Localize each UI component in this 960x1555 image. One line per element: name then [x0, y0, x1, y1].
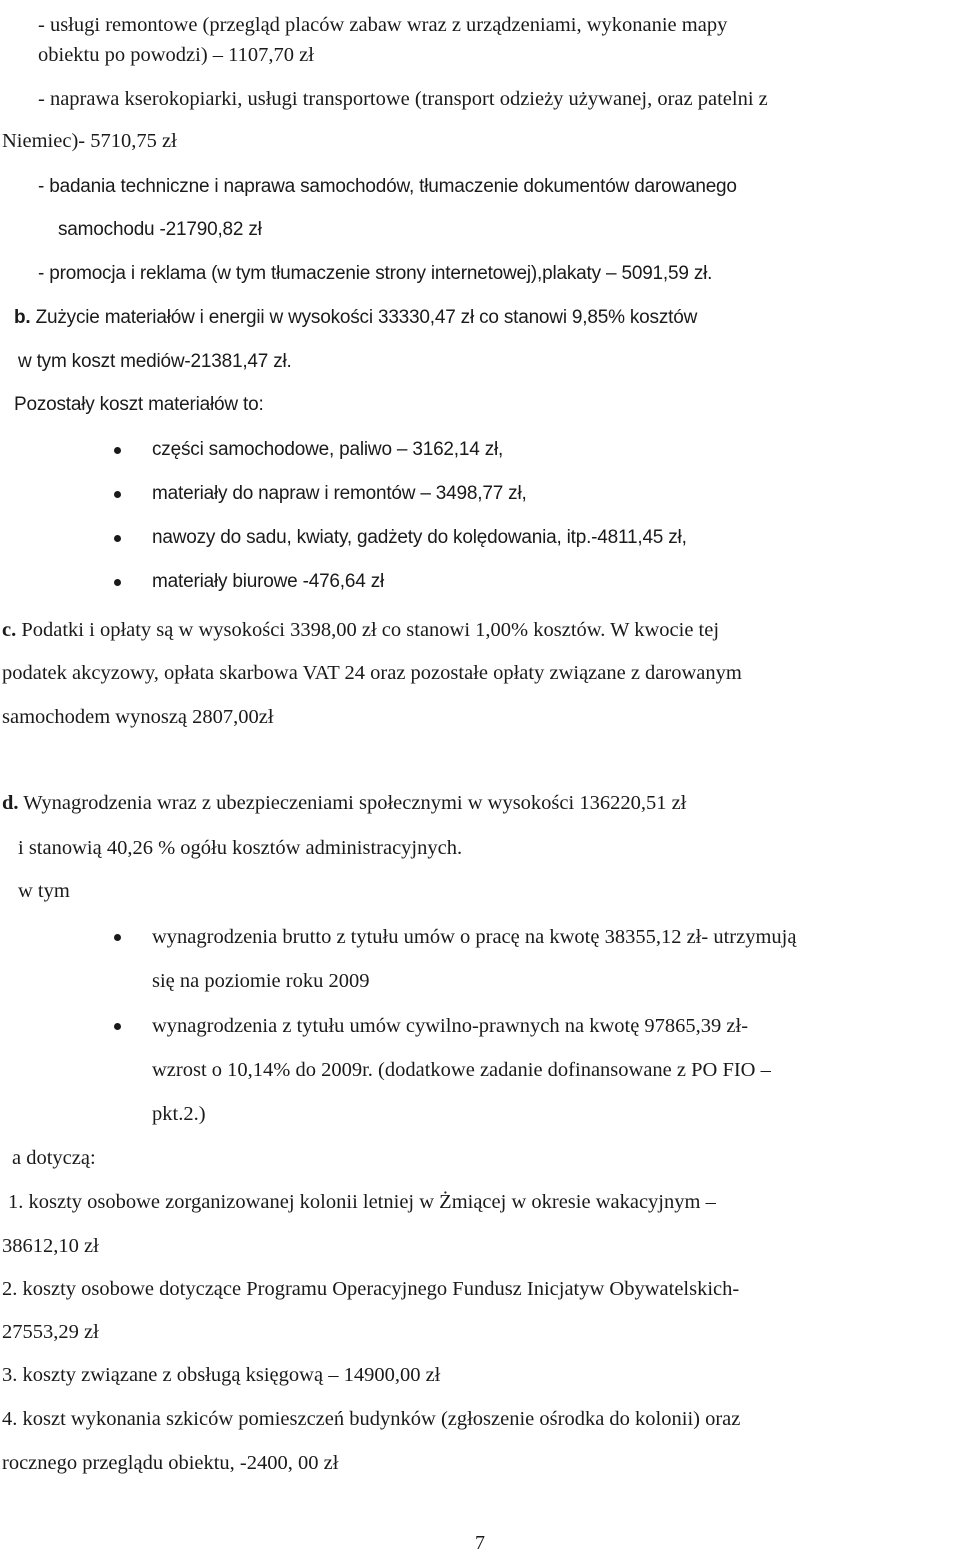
bullet-icon [114, 535, 121, 542]
text-line: podatek akcyzowy, opłata skarbowa VAT 24 oraz pozostałe opłaty związane z darowanym [2, 662, 742, 684]
numbered-item: 2. koszty osobowe dotyczące Programu Operacyjnego Fundusz Inicjatyw Obywatelskich- [2, 1278, 740, 1300]
section-marker: b. [14, 307, 31, 328]
text-line: 27553,29 zł [2, 1321, 99, 1343]
text-line: Podatki i opłaty są w wysokości 3398,00 zł co stanowi 1,00% kosztów. W kwocie tej [21, 619, 720, 641]
text-line: pkt.2.) [152, 1103, 206, 1125]
text-line: - naprawa kserokopiarki, usługi transportowe (transport odzieży używanej, oraz patelni z [38, 88, 768, 110]
text-line: samochodem wynoszą 2807,00zł [2, 706, 274, 728]
list-item: materiały biurowe -476,64 zł [152, 571, 385, 592]
bullet-icon [114, 491, 121, 498]
text-line: i stanowią 40,26 % ogółu kosztów administracyjnych. [18, 837, 463, 859]
numbered-item: 3. koszty związane z obsługą księgową – 14900,00 zł [2, 1364, 441, 1386]
numbered-item: 4. koszt wykonania szkiców pomieszczeń budynków (zgłoszenie ośrodka do kolonii) oraz [2, 1408, 741, 1430]
section-d-heading [2, 790, 686, 816]
text-line: 38612,10 zł [2, 1235, 99, 1257]
list-item: materiały do napraw i remontów – 3498,77 zł, [152, 483, 527, 504]
bullet-icon [114, 447, 121, 454]
text-line: w tym [18, 880, 70, 902]
text-line: - badania techniczne i naprawa samochodów, tłumaczenie dokumentów darowanego [38, 176, 737, 197]
page-number: 7 [475, 1532, 485, 1554]
list-item: nawozy do sadu, kwiaty, gadżety do kolędowania, itp.-4811,45 zł, [152, 527, 687, 548]
text-line: rocznego przeglądu obiektu, -2400, 00 zł [2, 1452, 339, 1474]
text-line: Wynagrodzenia wraz z ubezpieczeniami społecznymi w wysokości 136220,51 zł [23, 792, 687, 814]
numbered-item: 1. koszty osobowe zorganizowanej kolonii letniej w Żmiącej w okresie wakacyjnym – [8, 1191, 716, 1213]
section-marker: d. [2, 792, 19, 814]
text-line: samochodu -21790,82 zł [58, 219, 262, 240]
text-line: - usługi remontowe (przegląd placów zabaw wraz z urządzeniami, wykonanie mapy [38, 14, 728, 36]
list-item: części samochodowe, paliwo – 3162,14 zł, [152, 439, 504, 460]
list-item: wynagrodzenia z tytułu umów cywilno-prawnych na kwotę 97865,39 zł- [152, 1015, 749, 1037]
text-line: Niemiec)- 5710,75 zł [2, 130, 177, 152]
text-line: w tym koszt mediów-21381,47 zł. [18, 351, 292, 372]
section-c-heading [2, 617, 956, 643]
bullet-icon [114, 934, 121, 941]
section-marker: c. [2, 619, 17, 641]
text-line: Zużycie materiałów i energii w wysokości 33330,47 zł co stanowi 9,85% kosztów [35, 307, 698, 328]
text-line: się na poziomie roku 2009 [152, 970, 370, 992]
text-line: wzrost o 10,14% do 2009r. (dodatkowe zadanie dofinansowane z PO FIO – [152, 1059, 771, 1081]
bullet-icon [114, 579, 121, 586]
text-line: obiektu po powodzi) – 1107,70 zł [38, 44, 314, 66]
section-b-heading [14, 305, 697, 331]
text-line: - promocja i reklama (w tym tłumaczenie strony internetowej),plakaty – 5091,59 zł. [38, 263, 713, 284]
list-item: wynagrodzenia brutto z tytułu umów o pracę na kwotę 38355,12 zł- utrzymują [152, 926, 797, 948]
bullet-icon [114, 1023, 121, 1030]
text-line: a dotyczą: [12, 1147, 96, 1169]
text-line: Pozostały koszt materiałów to: [14, 394, 264, 415]
